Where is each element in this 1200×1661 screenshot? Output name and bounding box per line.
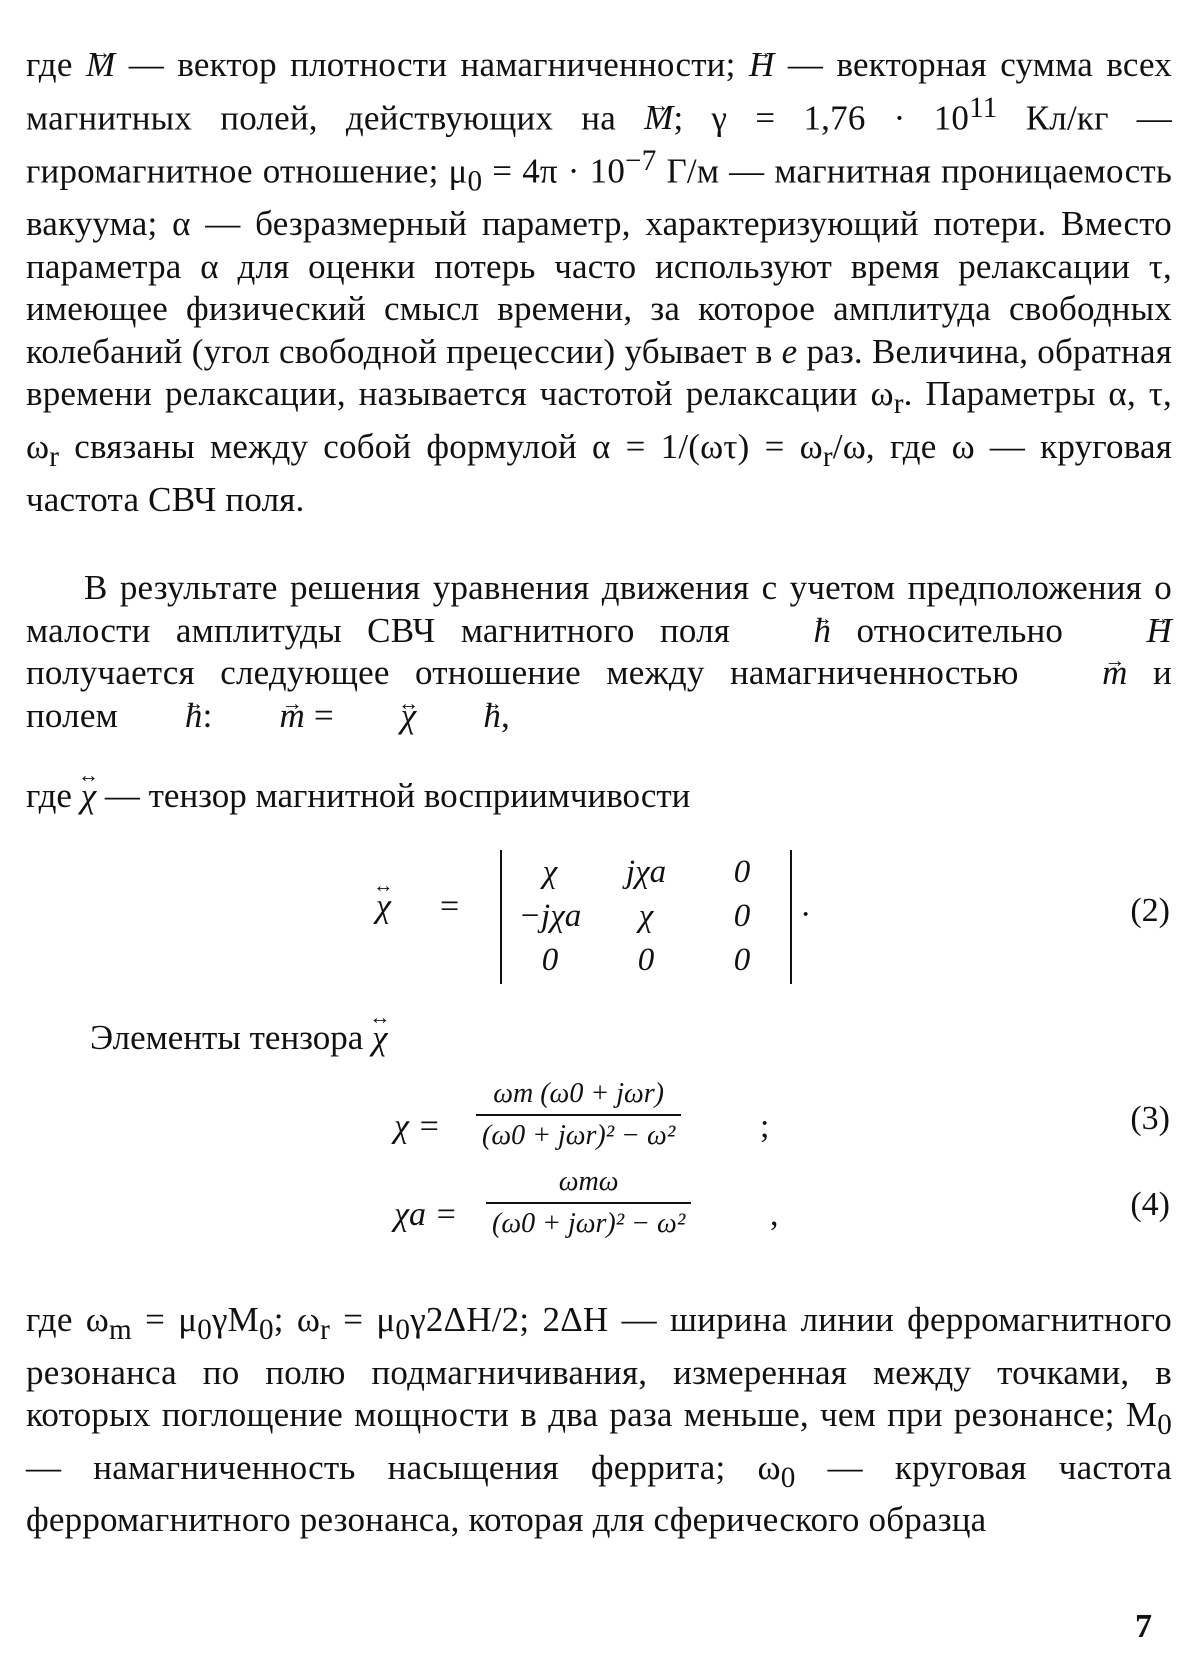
fraction-denominator: (ω0 + jωr)² − ω²	[492, 1208, 686, 1239]
matrix-cell: 0	[733, 942, 751, 978]
fraction	[476, 1078, 681, 1152]
vector-m-symbol: → M	[86, 44, 115, 87]
vector-h-symbol: → h	[425, 695, 501, 738]
fraction-numerator: ωmω	[486, 1166, 691, 1204]
equation-number: (4)	[1130, 1186, 1170, 1223]
equals-sign: =	[440, 888, 460, 925]
vector-h-symbol: → h	[127, 695, 203, 738]
vector-m-symbol: → M	[644, 97, 673, 140]
vector-m-symbol: → m	[1044, 652, 1127, 695]
equation-lhs: χ =	[394, 1108, 441, 1145]
fraction	[486, 1166, 691, 1240]
susceptibility-matrix	[500, 850, 792, 984]
vector-h-symbol: → h	[755, 610, 831, 653]
equation-number: (2)	[1130, 892, 1170, 929]
equation-lhs: χa =	[394, 1196, 458, 1233]
matrix-cell: 0	[733, 854, 751, 890]
matrix-cell: χ	[542, 854, 558, 890]
tensor-chi-symbol: ↔ χ	[372, 1018, 387, 1058]
tensor-definition-line: где ↔ χ — тензор магнитной восприимчивости	[26, 776, 690, 816]
equation-number: (3)	[1130, 1100, 1170, 1137]
vector-m-symbol: → m	[221, 695, 304, 738]
paragraph-definitions: где → M — вектор плотности намагниченности; → H — векторная сумма всех магнитных полей, действующих на → M; $\gamma = 1,76 \cdot 10^{11}$ Кл/кг — гиромагнитное отношение; $\mu_0 = 4\pi \cdot 10^{-7}$ Г/м — магнитная проницаемость вакуума; α — безразмерный параметр, характеризующий потери. Вместо параметра α для оценки потерь часто используют время релаксации τ, имеющее физический смысл времени, за которое амплитуда свободных колебаний (угол свободной прецессии) убывает в e раз. Величина, обратная времени релаксации, называется частотой релаксации $\omega_r$. Параметры α, τ, $\omega_r$ связаны между собой формулой $\alpha = 1/(\omega\tau) = \omega_r/\omega$, где ω — круговая частота СВЧ поля.	[26, 44, 1172, 521]
end-punctuation: ,	[770, 1196, 779, 1233]
tensor-elements-line: Элементы тензора ↔ χ	[90, 1018, 388, 1058]
tensor-chi-symbol: ↔ χ	[81, 776, 96, 816]
tensor-chi-symbol: ↔ χ	[343, 695, 417, 738]
fraction-denominator: (ω0 + jωr)² − ω²	[482, 1120, 676, 1151]
paragraph-equation-of-motion: В результате решения уравнения движения с учетом предположения о малости амплитуды СВЧ магнитного поля → h относительно → H получается следующее отношение между намагниченностью → m и полем → h: → m = ↔ χ → h,	[26, 567, 1172, 737]
vector-h-symbol: → H	[749, 44, 774, 87]
end-punctuation: ;	[760, 1108, 770, 1145]
matrix-cell: 0	[733, 898, 751, 934]
matrix-cell: 0	[637, 942, 655, 978]
matrix-cell: 0	[541, 942, 559, 978]
tensor-chi-symbol: ↔ χ	[376, 888, 391, 926]
end-dot: ·	[800, 896, 812, 933]
fraction-numerator: ωm (ω0 + jωr)	[476, 1078, 681, 1116]
paragraph-resonance: где $\omega_m = \mu_0\gamma M_0$; $\omega_r = \mu_0\gamma 2\Delta H/2$; 2ΔH — ширина линии ферромагнитного резонанса по полю подмагничивания, измеренная между точками, в которых поглощение мощности в два раза меньше, чем при резонансе; $M_0$ — намагниченность насыщения феррита; $\omega_0$ — круговая частота ферромагнитного резонанса, которая для сферического образца	[26, 1300, 1173, 1540]
matrix-cell: χ	[638, 898, 654, 934]
matrix-cell: jχa	[625, 854, 667, 890]
matrix-cell: −jχa	[518, 898, 582, 934]
page-number: 7	[1135, 1608, 1152, 1645]
vector-h-symbol: → H	[1089, 610, 1172, 653]
